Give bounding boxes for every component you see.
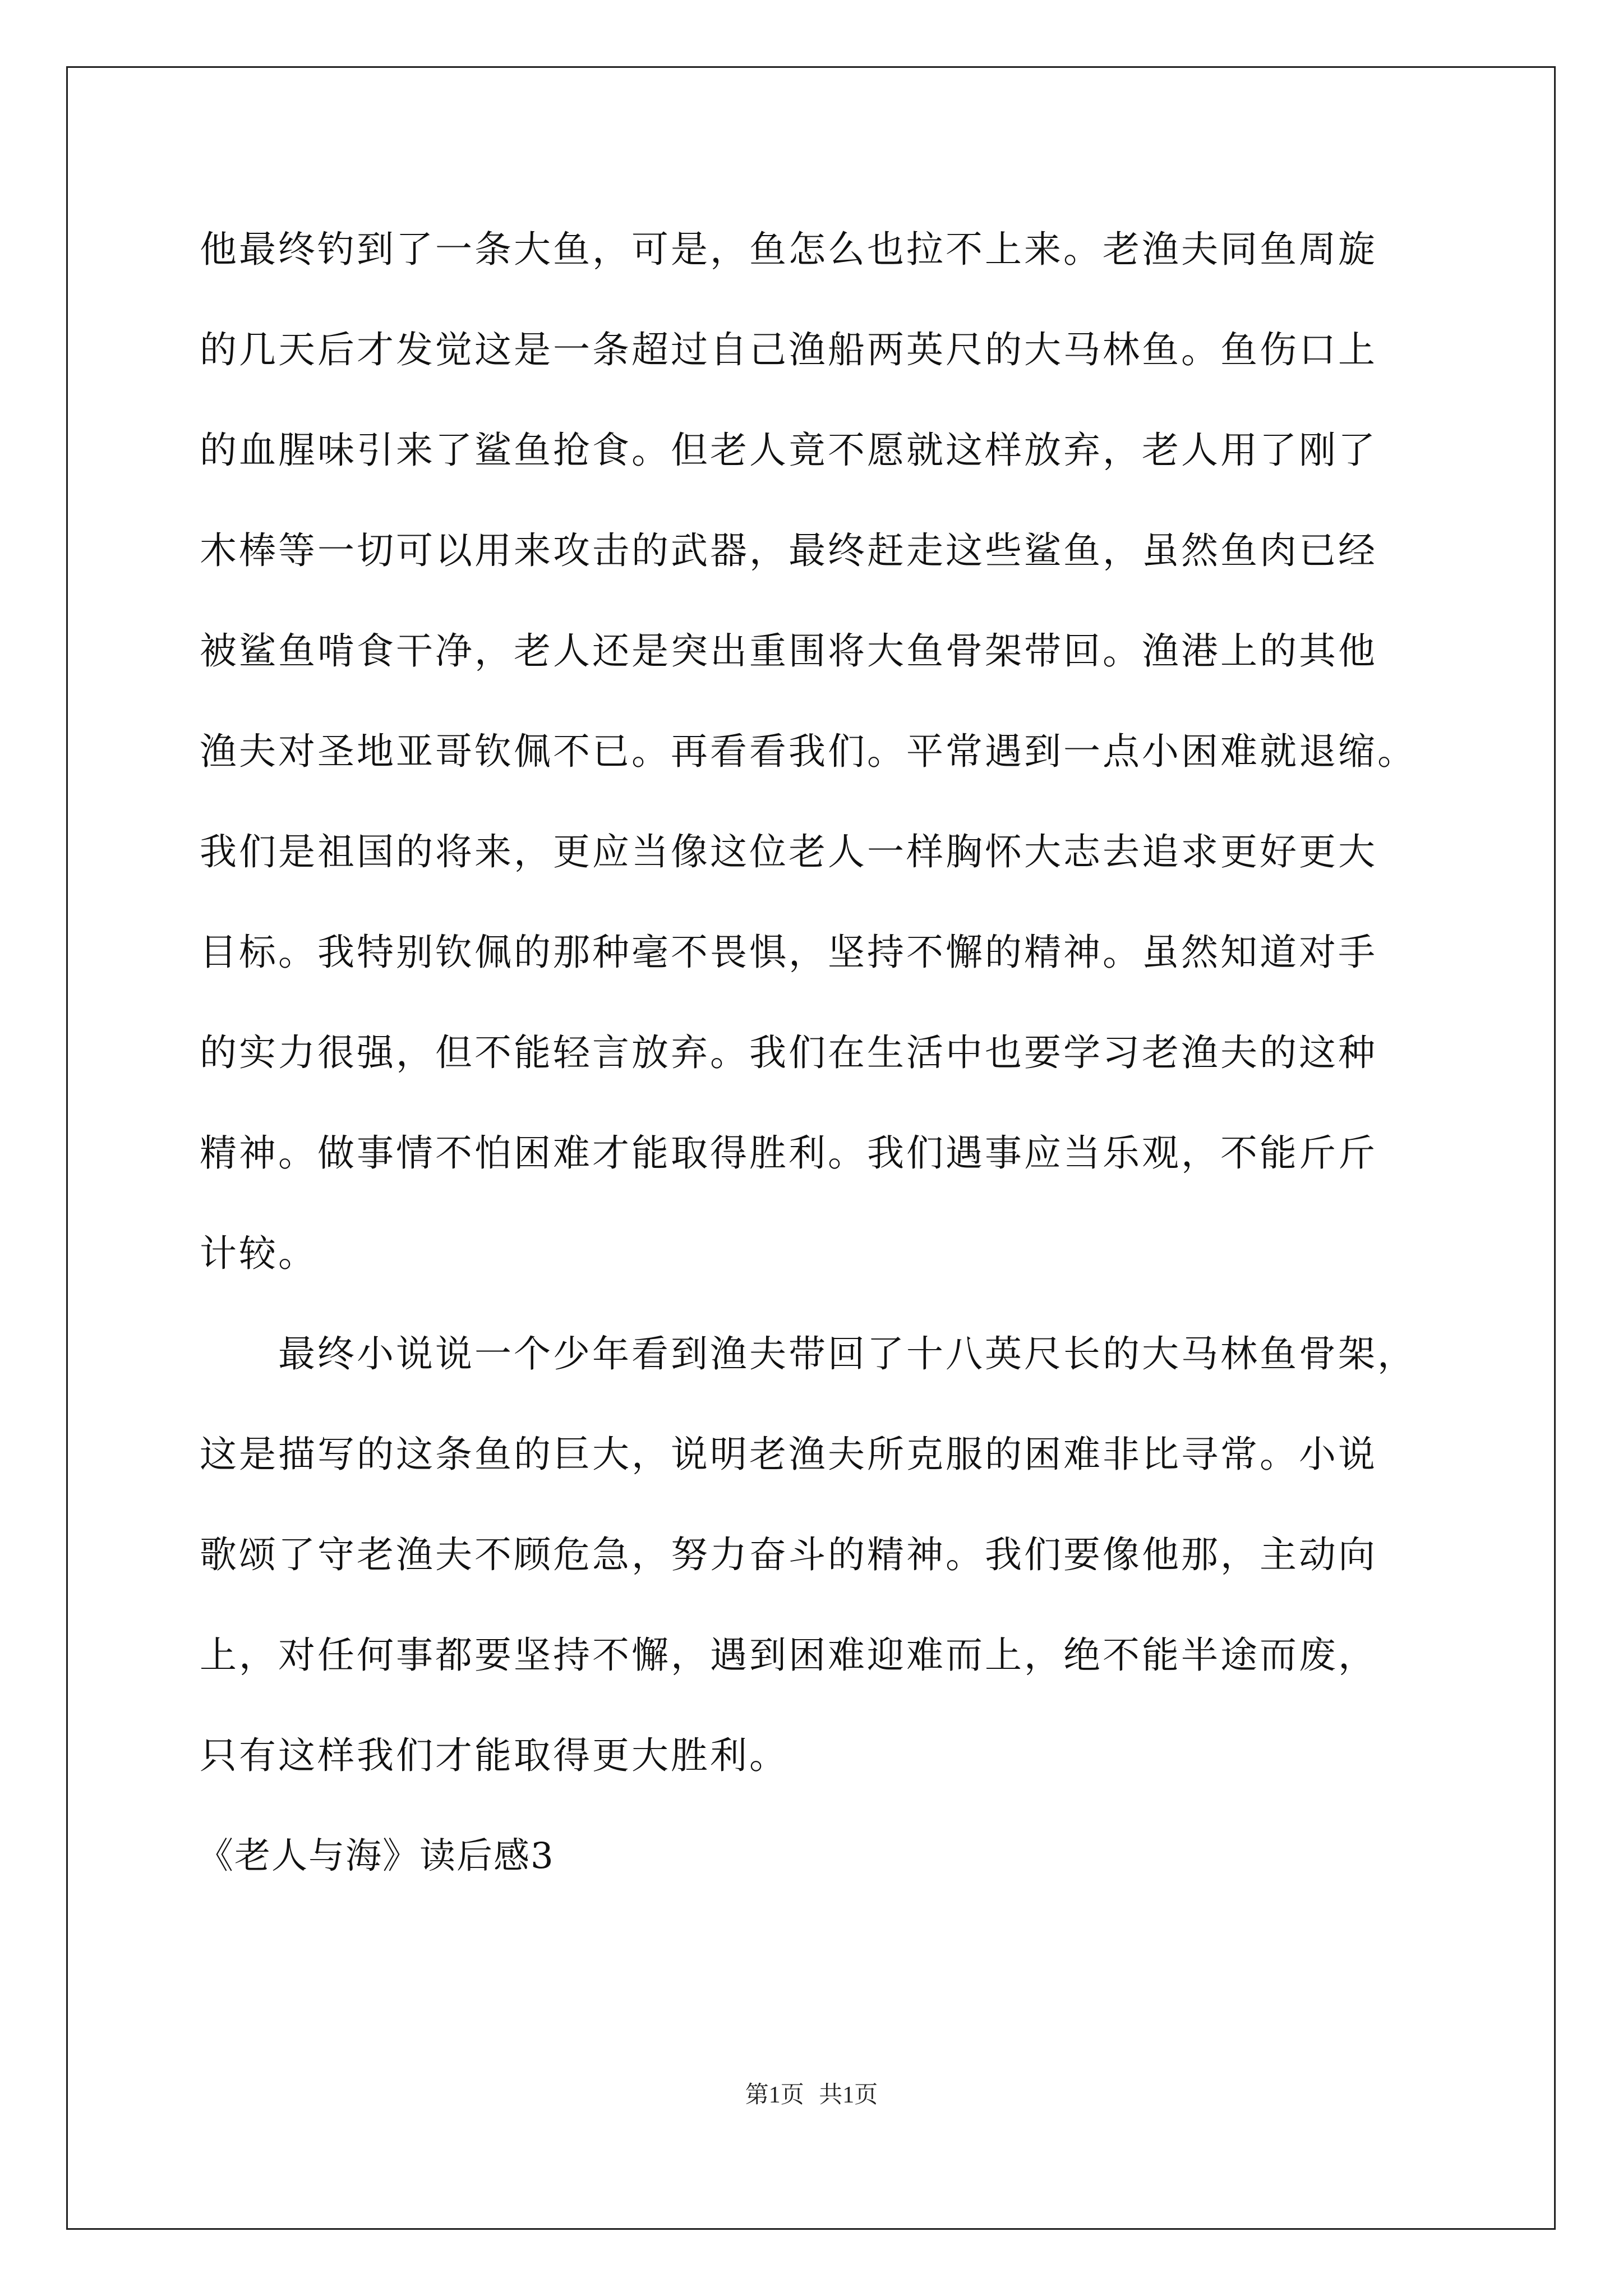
section-heading: 《老人与海》读后感3 xyxy=(197,1835,555,1877)
body-line: 目标。我特别钦佩的那种毫不畏惧，坚持不懈的精神。虽然知道对手 xyxy=(200,931,1377,974)
body-line: 计较。 xyxy=(200,1232,317,1275)
body-line: 的几天后才发觉这是一条超过自己渔船两英尺的大马林鱼。鱼伤口上 xyxy=(200,328,1377,371)
body-line: 上，对任何事都要坚持不懈，遇到困难迎难而上，绝不能半途而废， xyxy=(200,1634,1377,1677)
body-line: 被鲨鱼啃食干净，老人还是突出重围将大鱼骨架带回。渔港上的其他 xyxy=(200,629,1377,673)
body-line: 我们是祖国的将来，更应当像这位老人一样胸怀大志去追求更好更大 xyxy=(200,830,1377,873)
page-number-current: 第1页 xyxy=(745,2082,804,2108)
body-line: 这是描写的这条鱼的巨大，说明老渔夫所克服的困难非比寻常。小说 xyxy=(200,1433,1377,1476)
body-line: 歌颂了守老渔夫不顾危急，努力奋斗的精神。我们要像他那，主动向 xyxy=(200,1533,1377,1576)
body-line: 的实力很强，但不能轻言放弃。我们在生活中也要学习老渔夫的这种 xyxy=(200,1031,1377,1074)
body-line: 木棒等一切可以用来攻击的武器，最终赶走这些鲨鱼，虽然鱼肉已经 xyxy=(200,529,1377,572)
page-number-total: 共1页 xyxy=(819,2082,878,2108)
page-footer xyxy=(0,2078,1623,2112)
body-line: 渔夫对圣地亚哥钦佩不已。再看看我们。平常遇到一点小困难就退缩。 xyxy=(200,730,1417,773)
body-line: 精神。做事情不怕困难才能取得胜利。我们遇事应当乐观，不能斤斤 xyxy=(200,1131,1377,1175)
body-line: 他最终钓到了一条大鱼，可是，鱼怎么也拉不上来。老渔夫同鱼周旋 xyxy=(200,228,1377,271)
body-line: 最终小说说一个少年看到渔夫带回了十八英尺长的大马林鱼骨架， xyxy=(200,1332,1417,1375)
body-line: 只有这样我们才能取得更大胜利。 xyxy=(200,1734,789,1777)
body-line: 的血腥味引来了鲨鱼抢食。但老人竟不愿就这样放弃，老人用了刚了 xyxy=(200,429,1377,472)
